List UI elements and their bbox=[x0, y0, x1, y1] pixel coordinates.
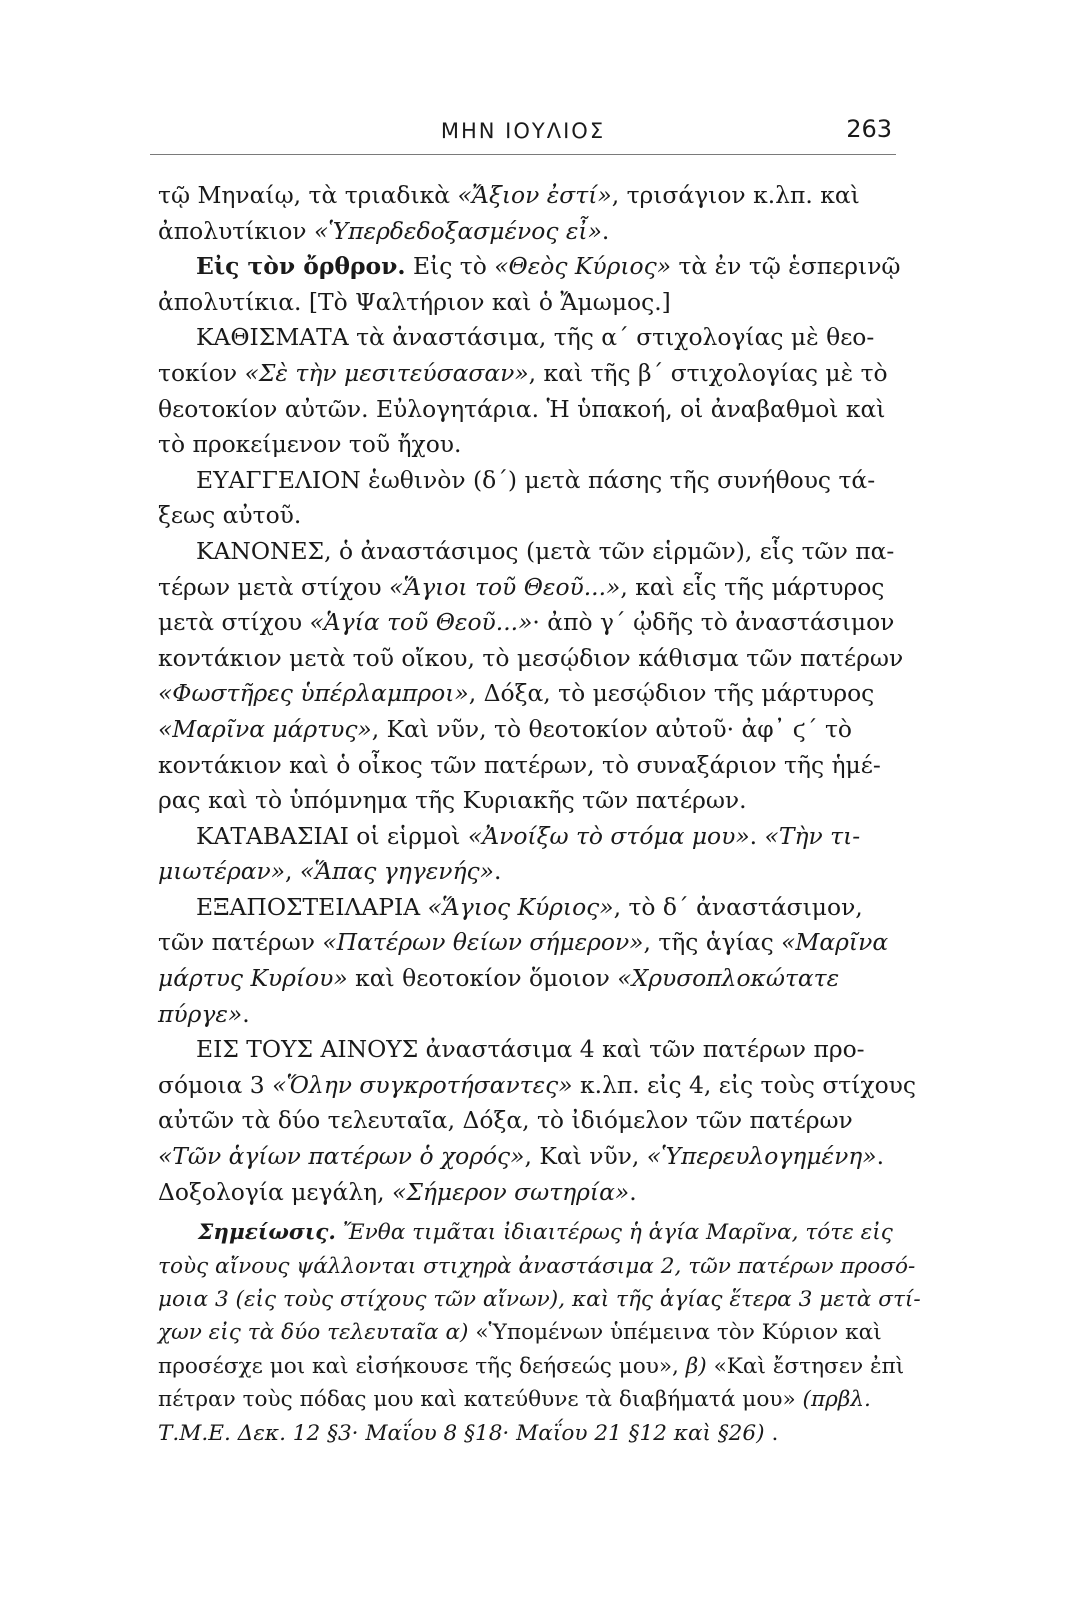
text-span: τέρων μετὰ στίχου bbox=[158, 572, 390, 601]
quoted-hymn: μάρτυς Κυρίου» bbox=[158, 964, 348, 993]
text-span: τὰ ἐν τῷ ἑσπερινῷ bbox=[671, 252, 901, 281]
text-line bbox=[158, 819, 896, 855]
note-line bbox=[158, 1417, 896, 1450]
quoted-hymn: «Φωστῆρες ὑπέρλαμπροι» bbox=[158, 679, 469, 708]
text-span: , τρισάγιον κ.λπ. καὶ bbox=[611, 181, 860, 209]
note-line bbox=[158, 1283, 921, 1316]
running-header bbox=[150, 116, 896, 155]
text-span: , Καὶ νῦν, bbox=[524, 1142, 647, 1171]
text-line bbox=[158, 605, 896, 641]
note-span: Τ.Μ.Ε. Δεκ. 12 §3· Μαΐου 8 §18· Μαΐου 21 §12 καὶ §26) bbox=[158, 1420, 765, 1446]
text-line bbox=[158, 641, 904, 677]
quoted-hymn: «Ἄξιον ἐστί» bbox=[457, 181, 612, 209]
text-span: τῷ Μηναίῳ, τὰ τριαδικὰ bbox=[158, 181, 458, 209]
quoted-hymn: «Πατέρων θείων σήμερον» bbox=[322, 928, 644, 957]
text-span: καὶ θεοτοκίον ὅμοιον bbox=[347, 964, 618, 993]
text-line bbox=[158, 249, 901, 285]
text-line bbox=[158, 427, 896, 463]
note-span: β) bbox=[685, 1353, 707, 1379]
note-span: προσέσχε μοι καὶ εἰσήκουσε τῆς δεήσεώς μου», bbox=[158, 1353, 686, 1379]
text-line bbox=[158, 320, 896, 356]
text-line bbox=[158, 356, 896, 392]
note-paragraph bbox=[158, 1216, 921, 1450]
quoted-hymn: «Ἀνοίξω τὸ στόμα μου» bbox=[467, 821, 750, 850]
note-line bbox=[158, 1350, 905, 1383]
quoted-hymn: «Ὑπερευλογημένη» bbox=[646, 1142, 877, 1171]
text-span: κοντάκιον καὶ ὁ οἶκος τῶν πατέρων, τὸ συναξάριον τῆς ἡμέ- bbox=[158, 750, 881, 779]
note-line bbox=[158, 1316, 896, 1349]
quoted-hymn: μιωτέραν» bbox=[158, 857, 286, 886]
text-line bbox=[158, 1175, 896, 1211]
text-line bbox=[158, 854, 896, 890]
text-span: ἀπολυτίκιον bbox=[158, 216, 314, 245]
text-line bbox=[158, 890, 896, 926]
note-line bbox=[158, 1250, 916, 1283]
note-line bbox=[158, 1383, 896, 1416]
text-span: ΕΥΑΓΓΕΛΙΟΝ ἑωθινὸν (δ΄) μετὰ πάσης τῆς συνήθους τά- bbox=[196, 465, 876, 494]
note-heading: Σημείωσις. bbox=[198, 1220, 336, 1246]
text-line bbox=[158, 1103, 896, 1139]
text-span: . bbox=[242, 999, 250, 1028]
quoted-hymn: «Ὑπερδεδοξασμένος εἶ» bbox=[313, 216, 602, 245]
note-span: «Ὑπομένων ὑπέμεινα τὸν Κύριον καὶ bbox=[468, 1320, 882, 1346]
note-span: «Καὶ ἔστησεν ἐπὶ bbox=[706, 1353, 905, 1379]
text-line bbox=[158, 570, 896, 606]
text-span: , Καὶ νῦν, τὸ θεοτοκίον αὐτοῦ· ἀφ᾽ ϛ΄ τὸ bbox=[371, 714, 853, 743]
text-line bbox=[158, 392, 896, 428]
text-span: , τῆς ἁγίας bbox=[643, 928, 782, 957]
main-text bbox=[158, 178, 921, 1450]
text-line bbox=[158, 1068, 916, 1104]
text-span: ρας καὶ τὸ ὑπόμνημα τῆς Κυριακῆς τῶν πατέρων. bbox=[158, 786, 747, 815]
text-span: κ.λπ. εἰς 4, εἰς τοὺς στίχους bbox=[572, 1070, 916, 1099]
text-span: ΚΑΤΑΒΑΣΙΑΙ οἱ εἱρμοὶ bbox=[196, 821, 468, 850]
text-span: . bbox=[493, 857, 502, 886]
text-span: ΕΞΑΠΟΣΤΕΙΛΑΡΙΑ bbox=[196, 892, 428, 921]
text-line bbox=[158, 676, 896, 712]
text-line bbox=[158, 748, 896, 784]
quoted-hymn: «Θεὸς Κύριος» bbox=[494, 252, 672, 281]
quoted-hymn: πύργε» bbox=[158, 999, 243, 1028]
note-line bbox=[158, 1216, 896, 1249]
quoted-hymn: «Μαρῖνα μάρτυς» bbox=[158, 714, 372, 743]
page-number: 263 bbox=[846, 115, 892, 143]
text-span: ἀπολυτίκια. [Τὸ Ψαλτήριον καὶ ὁ Ἄμωμος.] bbox=[158, 287, 671, 316]
quoted-hymn: «Τὴν τι- bbox=[764, 821, 861, 850]
text-line bbox=[158, 178, 896, 214]
text-line bbox=[158, 214, 896, 250]
quoted-hymn: «Χρυσοπλοκώτατε bbox=[617, 964, 840, 993]
note-span: τοὺς αἴνους ψάλλονται στιχηρὰ ἀναστάσιμα 2, τῶν πατέρων προσό- bbox=[158, 1253, 916, 1279]
quoted-hymn: «Ἅπας γηγενής» bbox=[299, 857, 494, 886]
text-span: . bbox=[876, 1142, 885, 1171]
text-span: . bbox=[601, 216, 610, 245]
text-span: . bbox=[629, 1177, 637, 1206]
text-line bbox=[158, 925, 896, 961]
note-span: . bbox=[764, 1420, 779, 1446]
text-span: , τὸ δ΄ ἀναστάσιμον, bbox=[613, 892, 863, 921]
note-span: μοια 3 (εἰς τοὺς στίχους τῶν αἴνων), καὶ τῆς ἁγίας ἕτερα 3 μετὰ στί- bbox=[158, 1287, 921, 1313]
text-span: αὐτῶν τὰ δύο τελευταῖα, Δόξα, τὸ ἰδιόμελον τῶν πατέρων bbox=[158, 1106, 853, 1135]
text-line bbox=[158, 285, 896, 321]
quoted-hymn: «Τῶν ἁγίων πατέρων ὁ χορός» bbox=[158, 1142, 525, 1171]
text-line bbox=[158, 1139, 896, 1175]
text-line bbox=[158, 712, 896, 748]
text-span: σόμοια 3 bbox=[158, 1070, 273, 1099]
section-heading: Εἰς τὸν ὄρθρον. bbox=[196, 252, 406, 281]
text-line bbox=[158, 1032, 896, 1068]
text-span: . bbox=[749, 821, 765, 850]
text-span: κοντάκιον μετὰ τοῦ οἴκου, τὸ μεσῴδιον κάθισμα τῶν πατέρων bbox=[158, 643, 904, 672]
text-span: ΕΙΣ ΤΟΥΣ ΑΙΝΟΥΣ ἀναστάσιμα 4 καὶ τῶν πατέρων προ- bbox=[196, 1035, 865, 1064]
text-span: ΚΑΘΙΣΜΑΤΑ τὰ ἀναστάσιμα, τῆς α΄ στιχολογίας μὲ θεο- bbox=[196, 323, 875, 352]
text-span: τοκίον bbox=[158, 358, 245, 387]
quoted-hymn: «Σήμερον σωτηρία» bbox=[392, 1177, 630, 1206]
quoted-hymn: «Ἅγιος Κύριος» bbox=[427, 892, 614, 921]
quoted-hymn: «Μαρῖνα bbox=[781, 928, 889, 957]
running-title: ΜΗΝ ΙΟΥΛΙΟΣ bbox=[440, 119, 606, 143]
text-span: ξεως αὐτοῦ. bbox=[158, 501, 302, 530]
text-line bbox=[158, 498, 896, 534]
text-span: , bbox=[285, 857, 300, 886]
text-span: τῶν πατέρων bbox=[158, 928, 323, 957]
note-span: (πρβλ. bbox=[802, 1387, 871, 1413]
text-line bbox=[158, 783, 896, 819]
note-span: Ἔνθα τιμᾶται ἰδιαιτέρως ἡ ἁγία Μαρῖνα, τότε εἰς bbox=[335, 1220, 893, 1246]
text-span: , Δόξα, τὸ μεσῴδιον τῆς μάρτυρος bbox=[468, 679, 875, 708]
note-span: χων εἰς τὰ δύο τελευταῖα α) bbox=[158, 1320, 469, 1346]
text-span: τὸ προκείμενον τοῦ ἤχου. bbox=[158, 430, 462, 459]
text-span: , καὶ τῆς β΄ στιχολογίας μὲ τὸ bbox=[528, 358, 888, 387]
quoted-hymn: «Ὅλην συγκροτήσαντες» bbox=[272, 1070, 573, 1099]
quoted-hymn: «Σὲ τὴν μεσιτεύσασαν» bbox=[244, 358, 529, 387]
text-span: θεοτοκίον αὐτῶν. Εὐλογητάρια. Ἡ ὑπακοή, οἱ ἀναβαθμοὶ καὶ bbox=[158, 394, 886, 423]
note-span: πέτραν τοὺς πόδας μου καὶ κατεύθυνε τὰ διαβήματά μου» bbox=[158, 1387, 803, 1413]
text-span: Δοξολογία μεγάλη, bbox=[158, 1177, 393, 1206]
text-span: , καὶ εἷς τῆς μάρτυρος bbox=[620, 572, 885, 601]
text-span: ΚΑΝΟΝΕΣ, ὁ ἀναστάσιμος (μετὰ τῶν εἱρμῶν), εἷς τῶν πα- bbox=[196, 536, 895, 565]
text-line bbox=[158, 534, 896, 570]
quoted-hymn: «Ἁγία τοῦ Θεοῦ...» bbox=[309, 608, 533, 637]
text-span: Εἰς τὸ bbox=[405, 252, 495, 281]
text-span: · ἀπὸ γ΄ ᾠδῆς τὸ ἀναστάσιμον bbox=[532, 608, 895, 637]
text-line bbox=[158, 463, 896, 499]
text-span: μετὰ στίχου bbox=[158, 608, 310, 637]
text-line bbox=[158, 997, 896, 1033]
text-line bbox=[158, 961, 896, 997]
quoted-hymn: «Ἅγιοι τοῦ Θεοῦ...» bbox=[389, 572, 621, 601]
